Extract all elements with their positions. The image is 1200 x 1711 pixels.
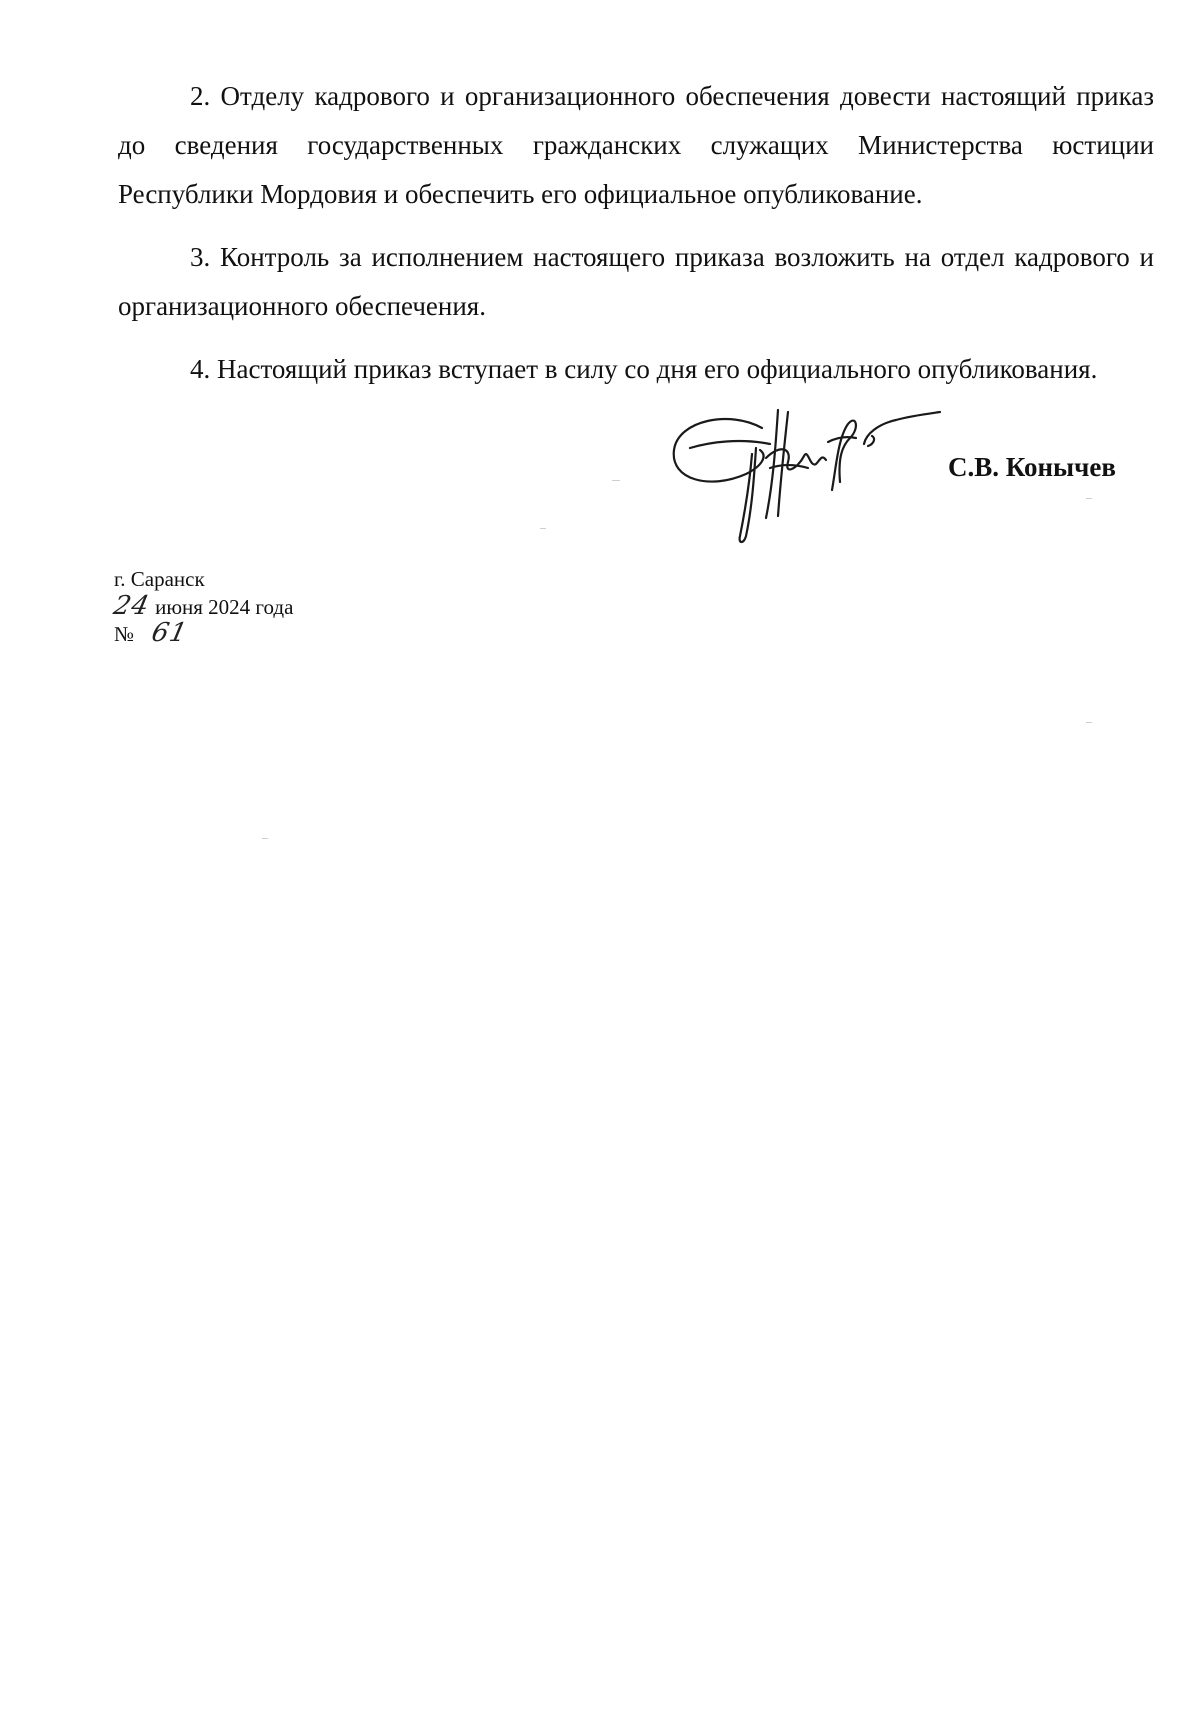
handwritten-signature [670, 398, 950, 558]
number-line [114, 620, 293, 647]
date-line [110, 591, 294, 621]
signer-name: С.В. Конычев [948, 452, 1116, 482]
place-date-block [110, 566, 294, 648]
scan-artifact [612, 480, 620, 481]
handwritten-day: 24 [110, 591, 153, 621]
scan-artifact [1086, 722, 1092, 723]
order-body [118, 72, 1154, 408]
number-label: № [114, 622, 135, 646]
handwritten-number: 61 [148, 618, 191, 648]
signature-block [670, 398, 1140, 558]
place: г. Саранск [114, 567, 205, 591]
scan-artifact [262, 838, 268, 839]
scan-artifact [1086, 498, 1092, 499]
paragraph-4: 4. Настоящий приказ вступает в силу со дня его официального опубликования. [190, 354, 1098, 384]
scan-artifact [540, 528, 546, 529]
date-text: июня 2024 года [155, 595, 294, 619]
paragraph-2: 2. Отделу кадрового и организационного обеспечения довести настоящий приказ до сведения государственных гражданских служащих Министерства юстиции Республики Мордовия и обеспечить его официальное опубликование. [118, 81, 1154, 209]
paragraph-3: 3. Контроль за исполнением настоящего приказа возложить на отдел кадрового и организационного обеспечения. [118, 242, 1154, 321]
